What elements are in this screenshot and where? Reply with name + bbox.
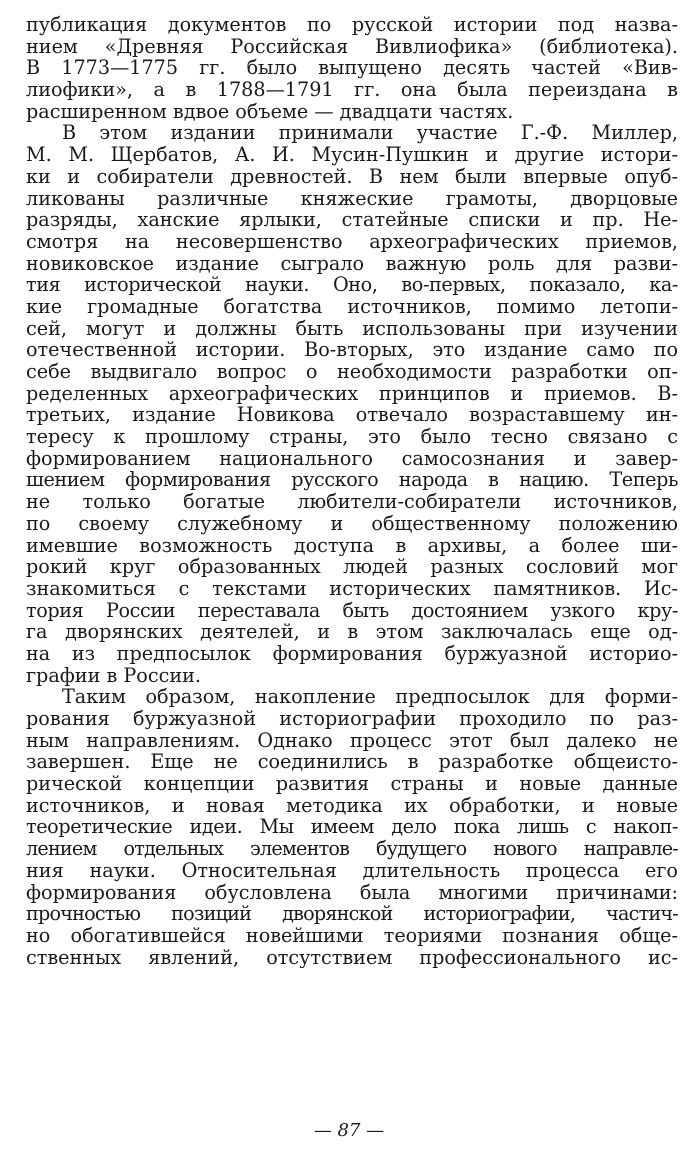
paragraph-1 xyxy=(26,14,678,122)
text-line: нием «Древняя Российская Вивлиофика» (библиотека). xyxy=(26,35,678,58)
text-line: расширенном вдвое объеме — двадцати частях. xyxy=(26,100,514,123)
paragraph-3 xyxy=(26,686,678,968)
text-line: публикация документов по русской истории под назва- xyxy=(26,14,678,36)
text-line: ным направлениям. Однако процесс этот был далеко не xyxy=(26,729,678,752)
text-line: формирования обусловлена была многими причинами: xyxy=(26,881,678,904)
text-line: шением формирования русского народа в нацию. Теперь xyxy=(26,469,678,492)
text-line: отечественной истории. Во-вторых, это издание само по xyxy=(26,339,678,361)
text-line: рической концепции развития страны и новые данные xyxy=(26,773,678,795)
text-line: формированием национального самосознания и завер- xyxy=(26,447,678,470)
text-line: ния науки. Относительная длительность процесса его xyxy=(26,859,678,882)
text-line: теоретические идеи. Мы имеем дело пока лишь с накоп- xyxy=(26,816,678,839)
text-line: Таким образом, накопление предпосылок для форми- xyxy=(62,686,678,708)
text-line: тория России переставала быть достоянием узкого кру- xyxy=(26,599,678,622)
text-line: ределенных археографических принципов и приемов. В- xyxy=(26,382,678,405)
page-number: — 87 — xyxy=(313,1120,385,1141)
text-line: лиофики», а в 1788—1791 гг. она была переиздана в xyxy=(26,79,678,101)
text-line: тия исторической науки. Оно, во-первых, показало, ка- xyxy=(26,274,678,296)
page-text xyxy=(26,14,678,968)
text-line: источников, и новая методика их обработки, и новые xyxy=(26,794,678,817)
text-line: разряды, ханские ярлыки, статейные списки и пр. Не- xyxy=(26,209,678,231)
text-line: новиковское издание сыграло важную роль для разви- xyxy=(26,252,678,275)
text-line: прочностью позиций дворянской историографии, частич- xyxy=(26,903,678,925)
text-line: В этом издании принимали участие Г.-Ф. Миллер, xyxy=(62,122,678,145)
text-line: графии в России. xyxy=(26,664,202,687)
text-line: тересу к прошлому страны, это было тесно связано с xyxy=(26,426,678,448)
text-line: лением отдельных элементов будущего нового направле- xyxy=(26,838,678,860)
text-line: кие громадные богатства источников, помимо летопи- xyxy=(26,295,678,318)
text-line: ки и собиратели древностей. В нем были впервые опуб- xyxy=(26,165,678,188)
text-line: рокий круг образованных людей разных сословий мог xyxy=(26,556,678,578)
text-line: ликованы различные княжеские грамоты, дворцовые xyxy=(26,187,678,210)
text-line: третьих, издание Новикова отвечало возраставшему ин- xyxy=(26,404,678,427)
text-line: но обогатившейся новейшими теориями познания обще- xyxy=(26,924,678,947)
paragraph-2 xyxy=(26,122,678,686)
text-line: рования буржуазной историографии проходило по раз- xyxy=(26,708,678,730)
text-line: завершен. Еще не соединились в разработке общеисто- xyxy=(26,751,678,774)
text-line: сей, могут и должны быть использованы при изучении xyxy=(26,317,678,340)
text-line: имевшие возможность доступа в архивы, а более ши- xyxy=(26,534,678,557)
text-line: смотря на несовершенство археографических приемов, xyxy=(26,230,678,253)
text-line: га дворянских деятелей, и в этом заключалась еще од- xyxy=(26,621,678,643)
text-line: на из предпосылок формирования буржуазной историо- xyxy=(26,642,678,665)
text-line: себе выдвигало вопрос о необходимости разработки оп- xyxy=(26,361,678,383)
text-line: не только богатые любители-собиратели источников, xyxy=(26,491,678,513)
text-line: по своему служебному и общественному положению xyxy=(26,512,678,535)
text-line: М. М. Щербатов, А. И. Мусин-Пушкин и другие истори- xyxy=(26,144,678,166)
text-line: ственных явлений, отсутствием профессионального ис- xyxy=(26,946,678,969)
text-line: В 1773—1775 гг. было выпущено десять частей «Вив- xyxy=(26,57,678,80)
text-line: знакомиться с текстами исторических памятников. Ис- xyxy=(26,577,678,600)
